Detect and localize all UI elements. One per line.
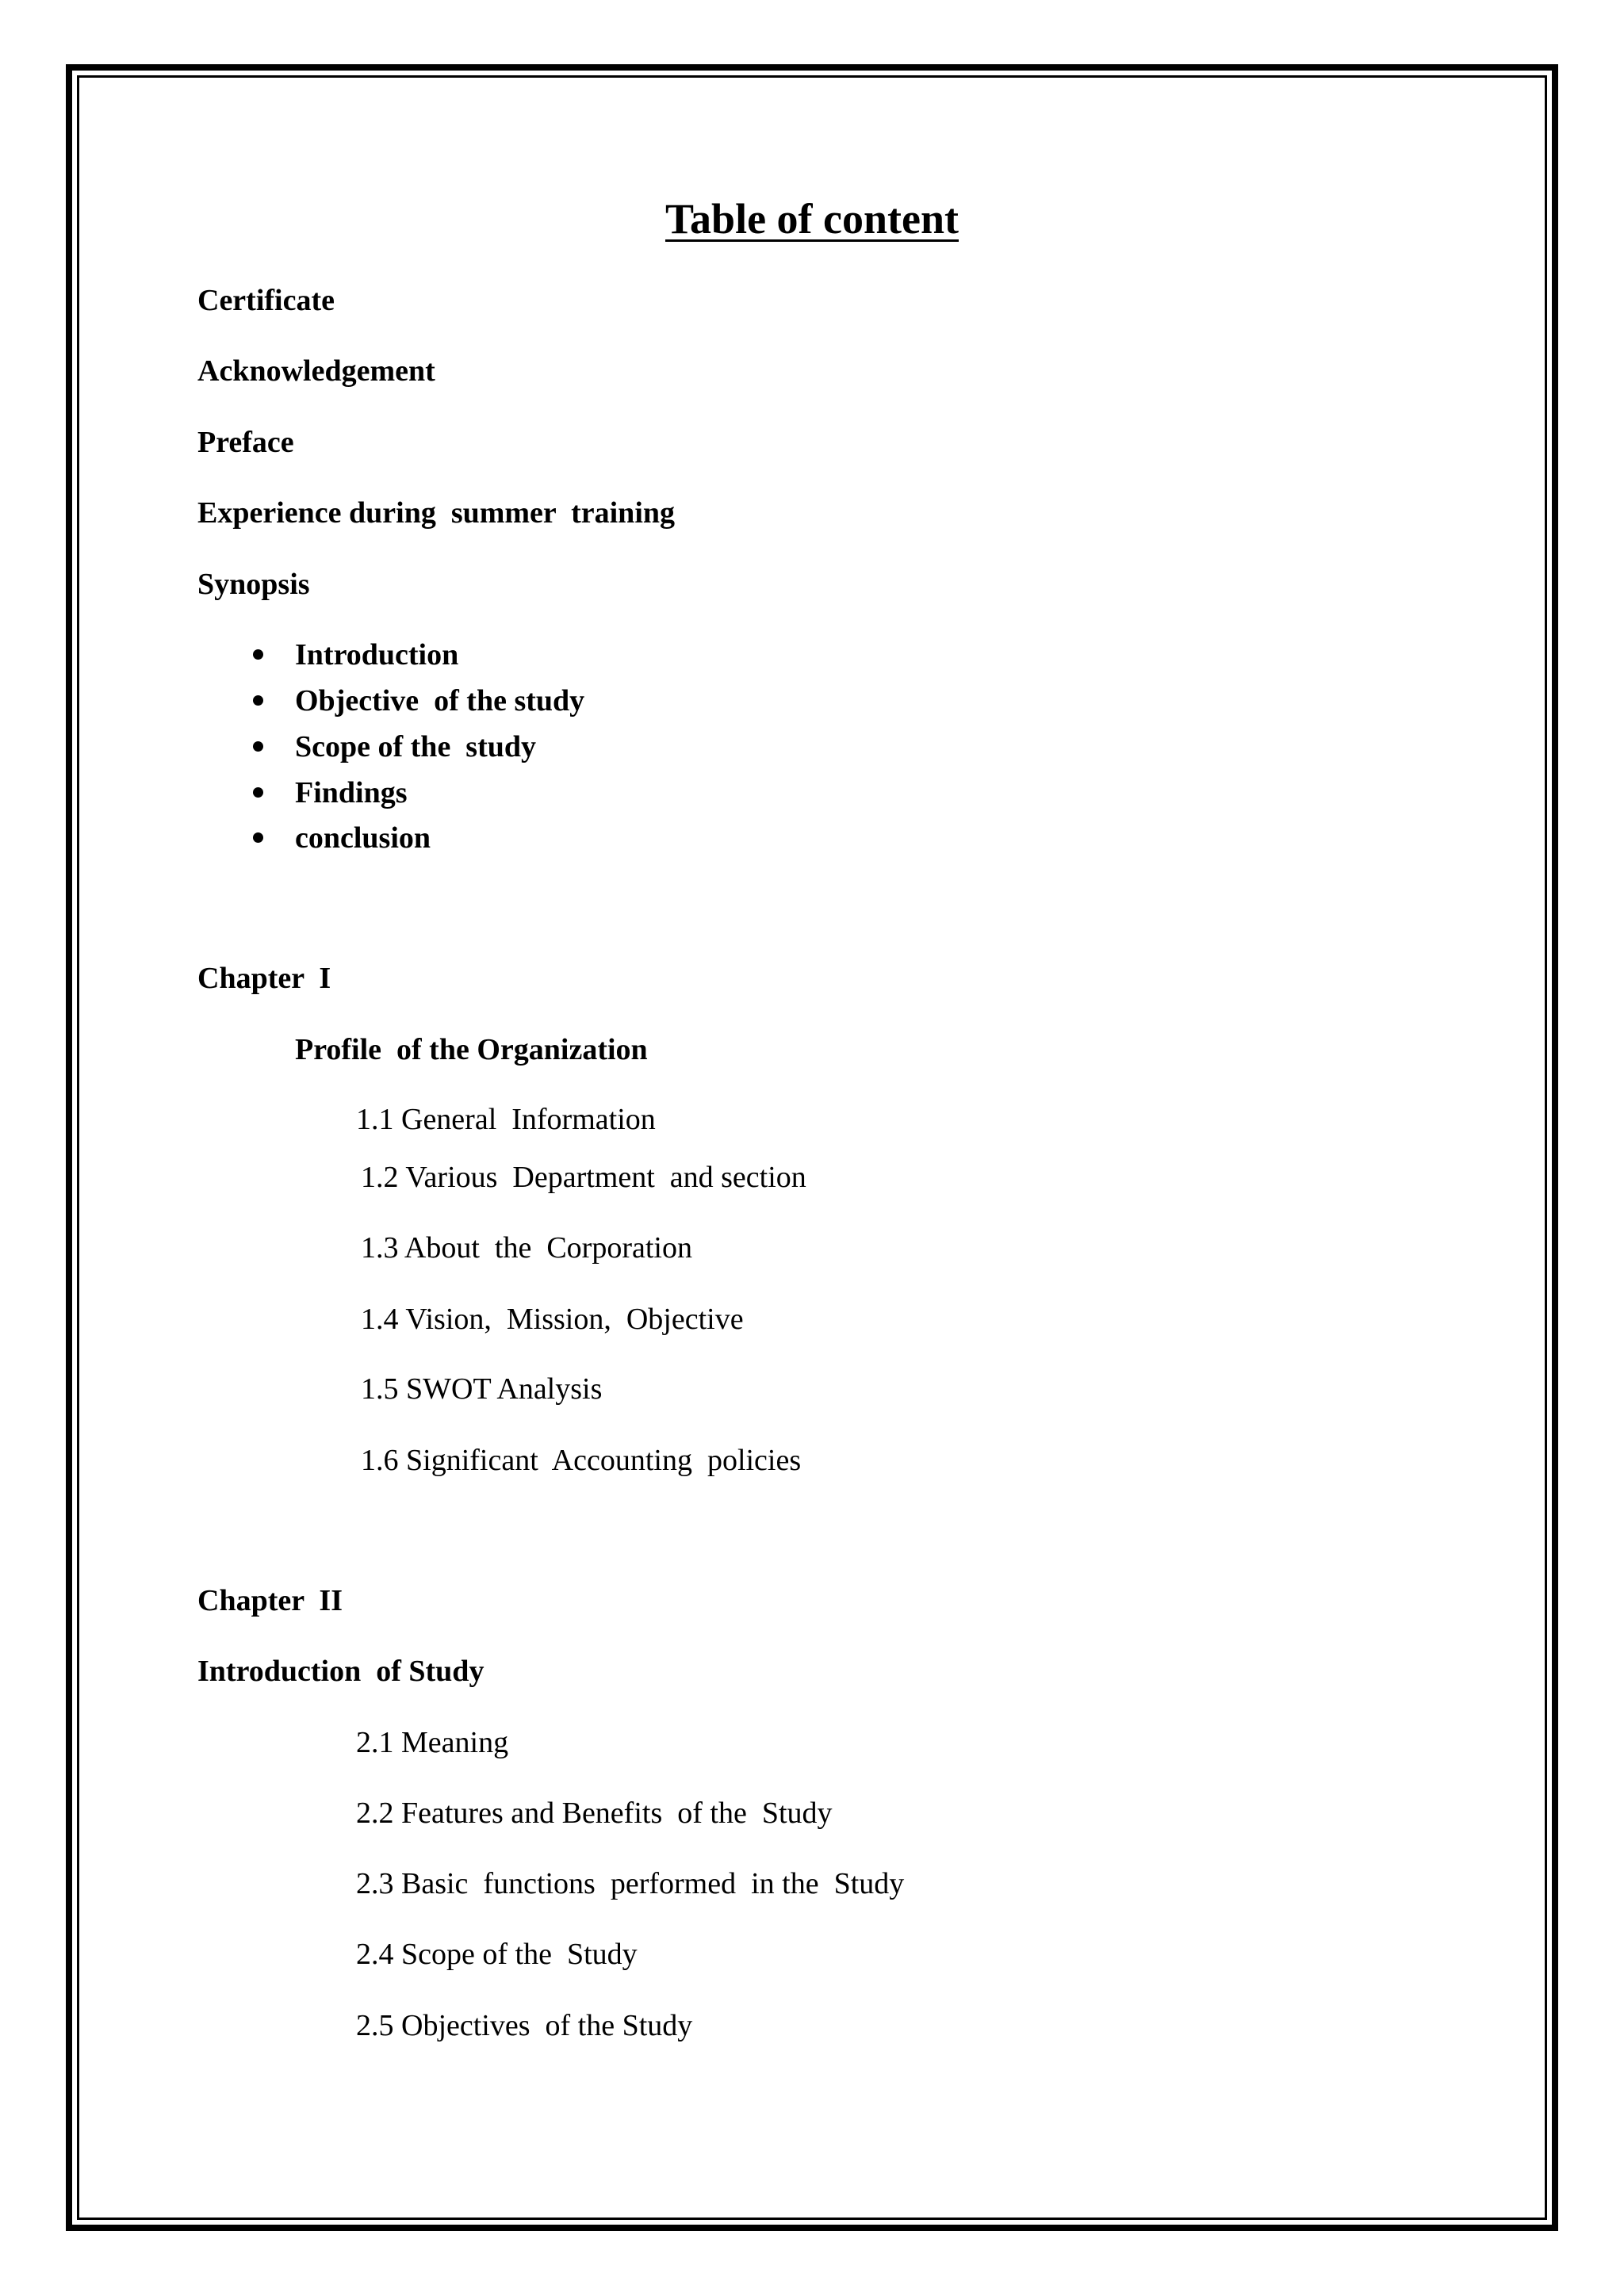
synopsis-item-label: Introduction: [295, 638, 459, 672]
synopsis-item-label: Findings: [295, 776, 408, 809]
page-title: Table of content: [665, 195, 959, 243]
chapter-2-subheading: Introduction of Study: [197, 1655, 485, 1688]
toc-section-1-3: 1.3 About the Corporation: [361, 1231, 692, 1265]
toc-section-1-1: 1.1 General Information: [356, 1103, 656, 1136]
toc-entry-experience: Experience during summer training: [197, 496, 676, 530]
bullet-icon: [253, 695, 263, 706]
toc-section-2-2: 2.2 Features and Benefits of the Study: [356, 1797, 833, 1830]
toc-section-1-6: 1.6 Significant Accounting policies: [361, 1444, 802, 1477]
synopsis-item-label: Scope of the study: [295, 730, 537, 763]
bullet-icon: [253, 787, 263, 798]
toc-section-1-4: 1.4 Vision, Mission, Objective: [361, 1303, 744, 1336]
toc-section-1-2: 1.2 Various Department and section: [361, 1161, 806, 1194]
toc-section-2-1: 2.1 Meaning: [356, 1726, 509, 1759]
synopsis-item-label: Objective of the study: [295, 684, 585, 718]
toc-section-2-4: 2.4 Scope of the Study: [356, 1938, 638, 1971]
toc-section-2-3: 2.3 Basic functions performed in the Study: [356, 1867, 905, 1900]
toc-entry-certificate: Certificate: [197, 284, 335, 317]
toc-section-1-5: 1.5 SWOT Analysis: [361, 1372, 603, 1406]
bullet-icon: [253, 832, 263, 843]
toc-entry-preface: Preface: [197, 426, 294, 459]
bullet-icon: [253, 649, 263, 660]
toc-entry-synopsis: Synopsis: [197, 568, 310, 601]
toc-entry-acknowledgement: Acknowledgement: [197, 354, 435, 388]
chapter-1-subheading: Profile of the Organization: [295, 1033, 648, 1066]
toc-section-2-5: 2.5 Objectives of the Study: [356, 2009, 693, 2042]
bullet-icon: [253, 741, 263, 752]
chapter-1-heading: Chapter I: [197, 962, 331, 995]
synopsis-item-label: conclusion: [295, 821, 431, 855]
chapter-2-heading: Chapter II: [197, 1584, 343, 1617]
